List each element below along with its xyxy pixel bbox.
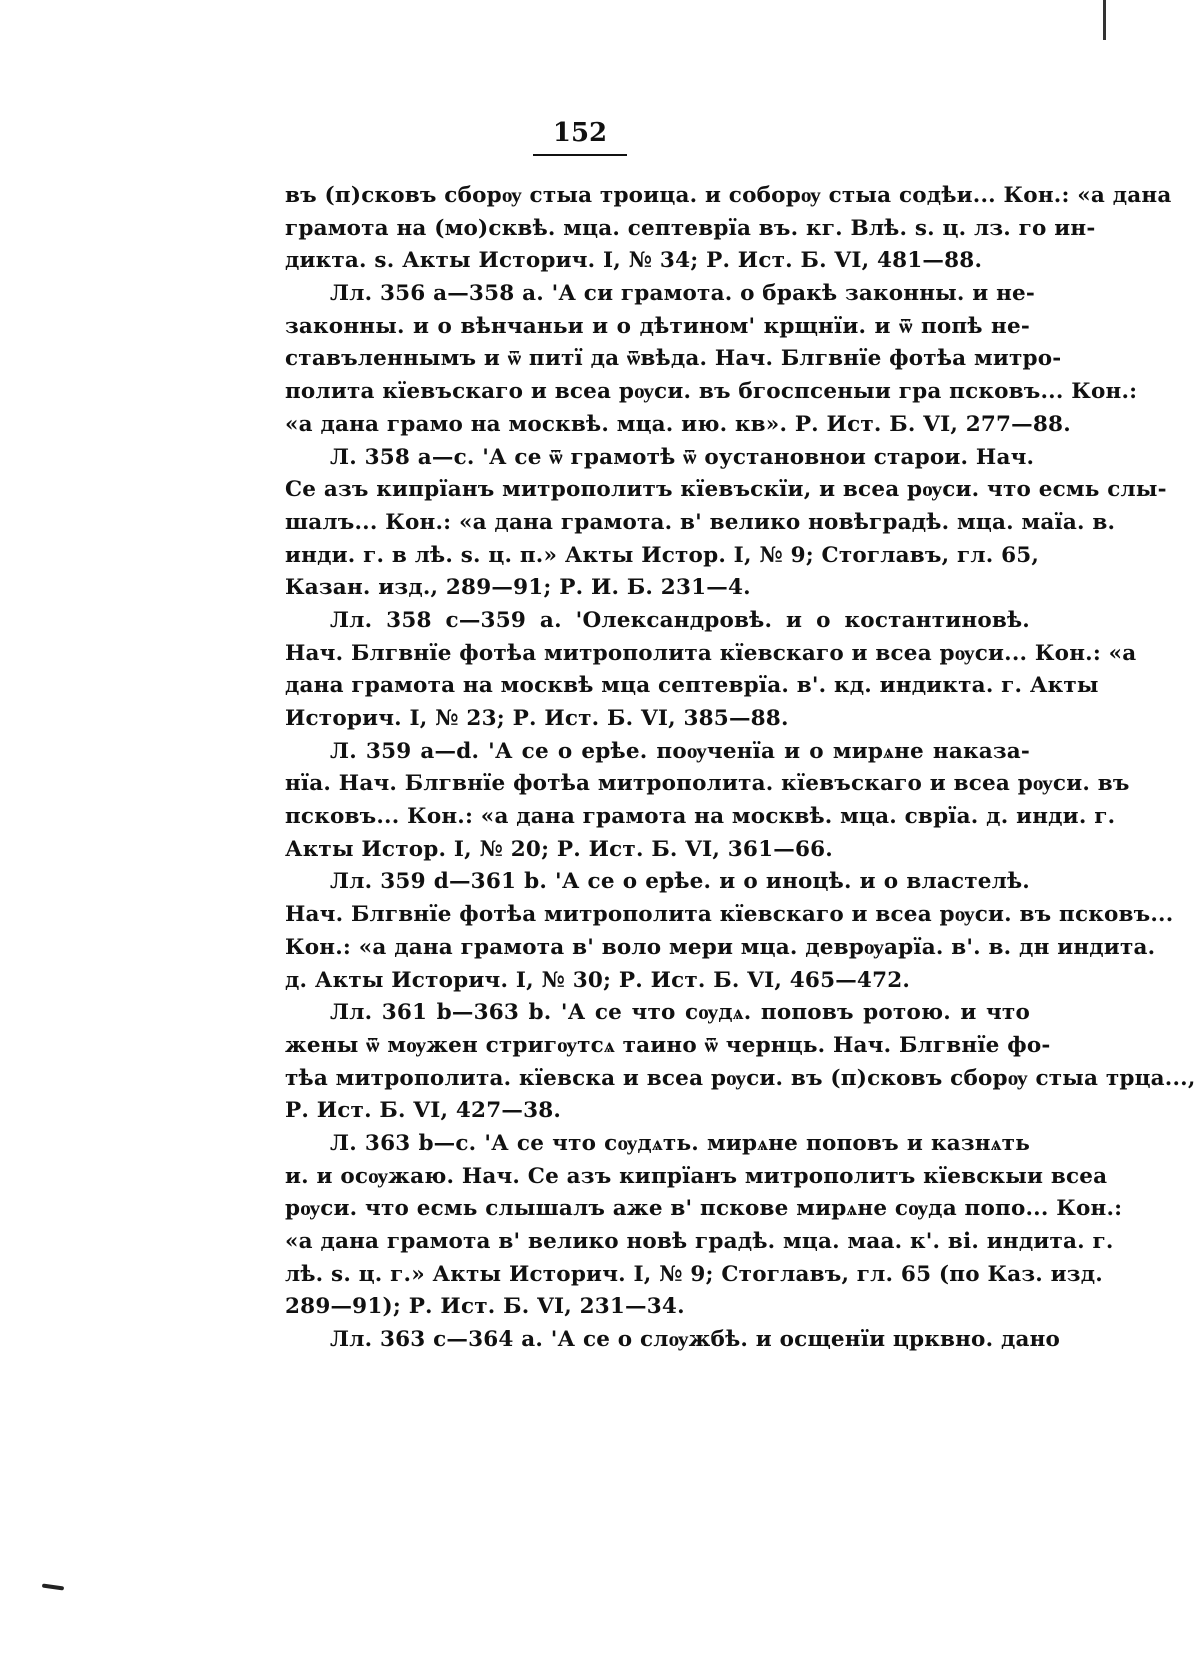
text-line: Нач. Блгвнїе фотѣа митрополита кїевскаго и всеа рѹси... Кон.: «а [285, 640, 1137, 666]
scan-mark [42, 1583, 64, 1590]
text-line: шалъ... Кон.: «а дана грамота. в' велико новѣградѣ. мца. маїа. в. [285, 509, 1116, 535]
page-header [0, 118, 1140, 156]
text-line: и. и осѹжаю. Нач. Се азъ кипрїанъ митрополитъ кїевскыи всеа [285, 1163, 1108, 1189]
text-line: д. Акты Историч. I, № 30; Р. Ист. Б. VI, 465—472. [285, 967, 911, 993]
text-line: жены ѿ мѹжен стригѹтсѧ таино ѿ чернць. Нач. Блгвнїе фо- [285, 1032, 1051, 1058]
text-line: Л. 359 a—d. 'А се о ерѣе. поѹченїа и о мирѧне наказа- [330, 738, 1030, 764]
text-line: рѹси. что есмь слышалъ аже в' пскове мирѧне сѹда попо... Кон.: [285, 1196, 1123, 1222]
text-line: въ (п)сковъ сборѹ стыа троица. и соборѹ стыа содѣи... Кон.: «а дана [285, 183, 1172, 208]
text-line: Р. Ист. Б. VI, 427—38. [285, 1098, 562, 1124]
text-line: Акты Истор. I, № 20; Р. Ист. Б. VI, 361—66. [285, 836, 833, 862]
text-line: тѣа митрополита. кїевска и всеа рѹси. въ (п)сковъ сборѹ стыа трца..., [285, 1065, 1196, 1091]
text-line: Нач. Блгвнїе фотѣа митрополита кїевскаго и всеа рѹси. въ псковъ... [285, 902, 1174, 928]
text-line: Лл. 359 d—361 b. 'А се о ерѣе. и о иноцѣ. и о властелѣ. [330, 869, 1030, 895]
text-line: Историч. I, № 23; Р. Ист. Б. VI, 385—88. [285, 706, 789, 731]
text-line: Казан. изд., 289—91; Р. И. Б. 231—4. [285, 575, 751, 601]
text-line: полита кїевъскаго и всеа рѹси. въ бгоспсеныи гра псковъ... Кон.: [285, 379, 1138, 405]
text-line: грамота на (мо)сквѣ. мца. септеврїа въ. кг. Влѣ. ѕ. ц. лз. го ин- [285, 215, 1096, 241]
text-line: Л. 363 b—c. 'А се что сѹдѧть. мирѧне поповъ и казнѧть [330, 1130, 1030, 1156]
text-line: лѣ. ѕ. ц. г.» Акты Историч. I, № 9; Стоглавъ, гл. 65 (по Каз. изд. [285, 1261, 1103, 1287]
text-line: инди. г. в лѣ. ѕ. ц. п.» Акты Истор. I, № 9; Стоглавъ, гл. 65, [285, 542, 1040, 568]
text-line: Л. 358 a—c. 'А се ѿ грамотѣ ѿ оустановнои старои. Нач. [330, 444, 1035, 470]
text-line: Лл. 361 b—363 b. 'А се что сѹдѧ. поповъ ротою. и что [330, 1000, 1030, 1026]
text-line: Лл. 358 c—359 a. 'Олександровѣ. и о костантиновѣ. [330, 607, 1030, 633]
text-line: псковъ... Кон.: «а дана грамота на москвѣ. мца. сврїа. д. инди. г. [285, 804, 1116, 830]
text-line: ставъленнымъ и ѿ питї да ѿвѣда. Нач. Блгвнїе фотѣа митро- [285, 346, 1062, 372]
text-line: Лл. 356 a—358 a. 'А си грамота. о бракѣ законны. и не- [330, 281, 1036, 307]
text-line: дана грамота на москвѣ мца септеврїа. в'. кд. индикта. г. Акты [285, 673, 1099, 699]
text-line: «а дана грамота в' велико новѣ градѣ. мца. маа. к'. ві. индита. г. [285, 1229, 1114, 1254]
body-text [285, 180, 1196, 1357]
text-line: Кон.: «а дана грамота в' воло мери мца. деврѹарїа. в'. в. дн индита. [285, 934, 1156, 960]
text-line: дикта. ѕ. Акты Историч. I, № 34; Р. Ист. Б. VI, 481—88. [285, 248, 983, 274]
text-line: 289—91); Р. Ист. Б. VI, 231—34. [285, 1294, 685, 1320]
page-number: 152 [533, 118, 627, 156]
text-line: Се азъ кипрїанъ митрополитъ кїевъскїи, и всеа рѹси. что есмь слы- [285, 477, 1167, 503]
text-line: «а дана грамо на москвѣ. мца. ию. кв». Р. Ист. Б. VI, 277—88. [285, 411, 1071, 437]
text-line: законны. и о вѣнчаньи и о дѣтином' крщнїи. и ѿ попѣ не- [285, 313, 1030, 339]
page-edge-line [1103, 0, 1106, 40]
text-line: Лл. 363 c—364 a. 'А се о слѹжбѣ. и осщенїи црквно. дано [330, 1327, 1061, 1353]
text-line: нїа. Нач. Блгвнїе фотѣа митрополита. кїевъскаго и всеа рѹси. въ [285, 771, 1130, 797]
